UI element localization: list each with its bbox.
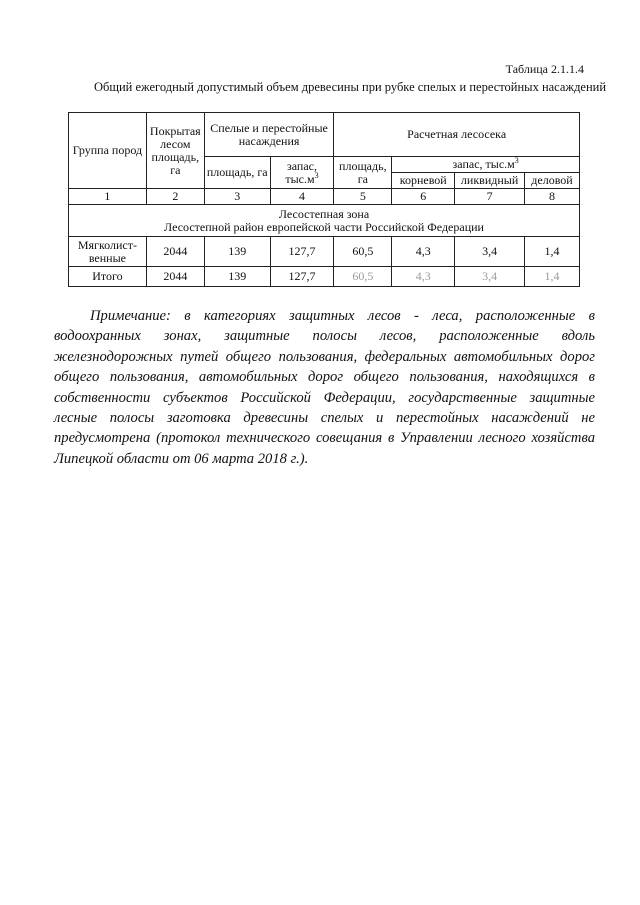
header-mature: Спелые и перестойные насаждения xyxy=(204,113,334,157)
col-number: 1 xyxy=(69,189,147,205)
row-name: Итого xyxy=(69,267,147,287)
col-number: 7 xyxy=(455,189,525,205)
cell-mature-stock: 127,7 xyxy=(270,267,334,287)
note-paragraph: Примечание: в категориях защитных лесов - леса, расположенные в водоохранных зонах, защитные полосы лесов, расположенные вдоль железнодорожных путей общего пользования, федеральных автомобильных дорог общего пользования, автомобильных дорог общего пользования, находящихся в собственности субъектов Российской Федерации, государственные защитные лесные полосы заготовка древесины спелых и перестойных насаждений не предусмотрена (протокол технического совещания в Управлении лесного хозяйства Липецкой области от 06 марта 2018 г.). xyxy=(54,308,595,467)
cell-mature-area: 139 xyxy=(204,237,270,267)
header-calc-cutting: Расчетная лесосека xyxy=(334,113,580,157)
cell-calc-area: 60,5 xyxy=(334,267,392,287)
col-number: 2 xyxy=(146,189,204,205)
cell-business: 1,4 xyxy=(525,237,580,267)
col-number: 5 xyxy=(334,189,392,205)
cell-calc-area: 60,5 xyxy=(334,237,392,267)
cell-business: 1,4 xyxy=(525,267,580,287)
table-number-label: Таблица 2.1.1.4 xyxy=(505,62,584,76)
table-row-total xyxy=(69,267,580,287)
col-number: 8 xyxy=(525,189,580,205)
cell-liquid: 3,4 xyxy=(455,237,525,267)
zone-region: Лесостепной район европейской части Российской Федерации xyxy=(164,219,484,234)
zone-name: Лесостепная зона xyxy=(278,206,370,221)
cell-covered: 2044 xyxy=(146,267,204,287)
cell-root: 4,3 xyxy=(392,237,455,267)
header-covered-area: Покрытая лесом площадь, га xyxy=(146,113,204,189)
header-calc-liquid: ликвидный xyxy=(455,173,525,189)
cell-covered: 2044 xyxy=(146,237,204,267)
header-group: Группа пород xyxy=(69,113,147,189)
col-number: 4 xyxy=(270,189,334,205)
header-calc-area: площадь, га xyxy=(334,157,392,189)
cell-liquid: 3,4 xyxy=(455,267,525,287)
header-mature-area: площадь, га xyxy=(204,157,270,189)
col-number: 6 xyxy=(392,189,455,205)
header-calc-root: корневой xyxy=(392,173,455,189)
cell-mature-area: 139 xyxy=(204,267,270,287)
table-caption: Общий ежегодный допустимый объем древесины при рубке спелых и перестойных насаждений xyxy=(93,80,607,94)
timber-volume-table xyxy=(68,112,580,287)
header-calc-stock: запас, $тыс.м^3$ xyxy=(392,157,580,173)
cell-mature-stock: 127,7 xyxy=(270,237,334,267)
table-row xyxy=(69,237,580,267)
row-name: Мягколист-венные xyxy=(69,237,147,267)
column-number-row xyxy=(69,189,580,205)
cell-root: 4,3 xyxy=(392,267,455,287)
header-mature-stock: запас, $тыс.м^3$ xyxy=(270,157,334,189)
zone-row xyxy=(69,205,580,237)
col-number: 3 xyxy=(204,189,270,205)
header-calc-business: деловой xyxy=(525,173,580,189)
